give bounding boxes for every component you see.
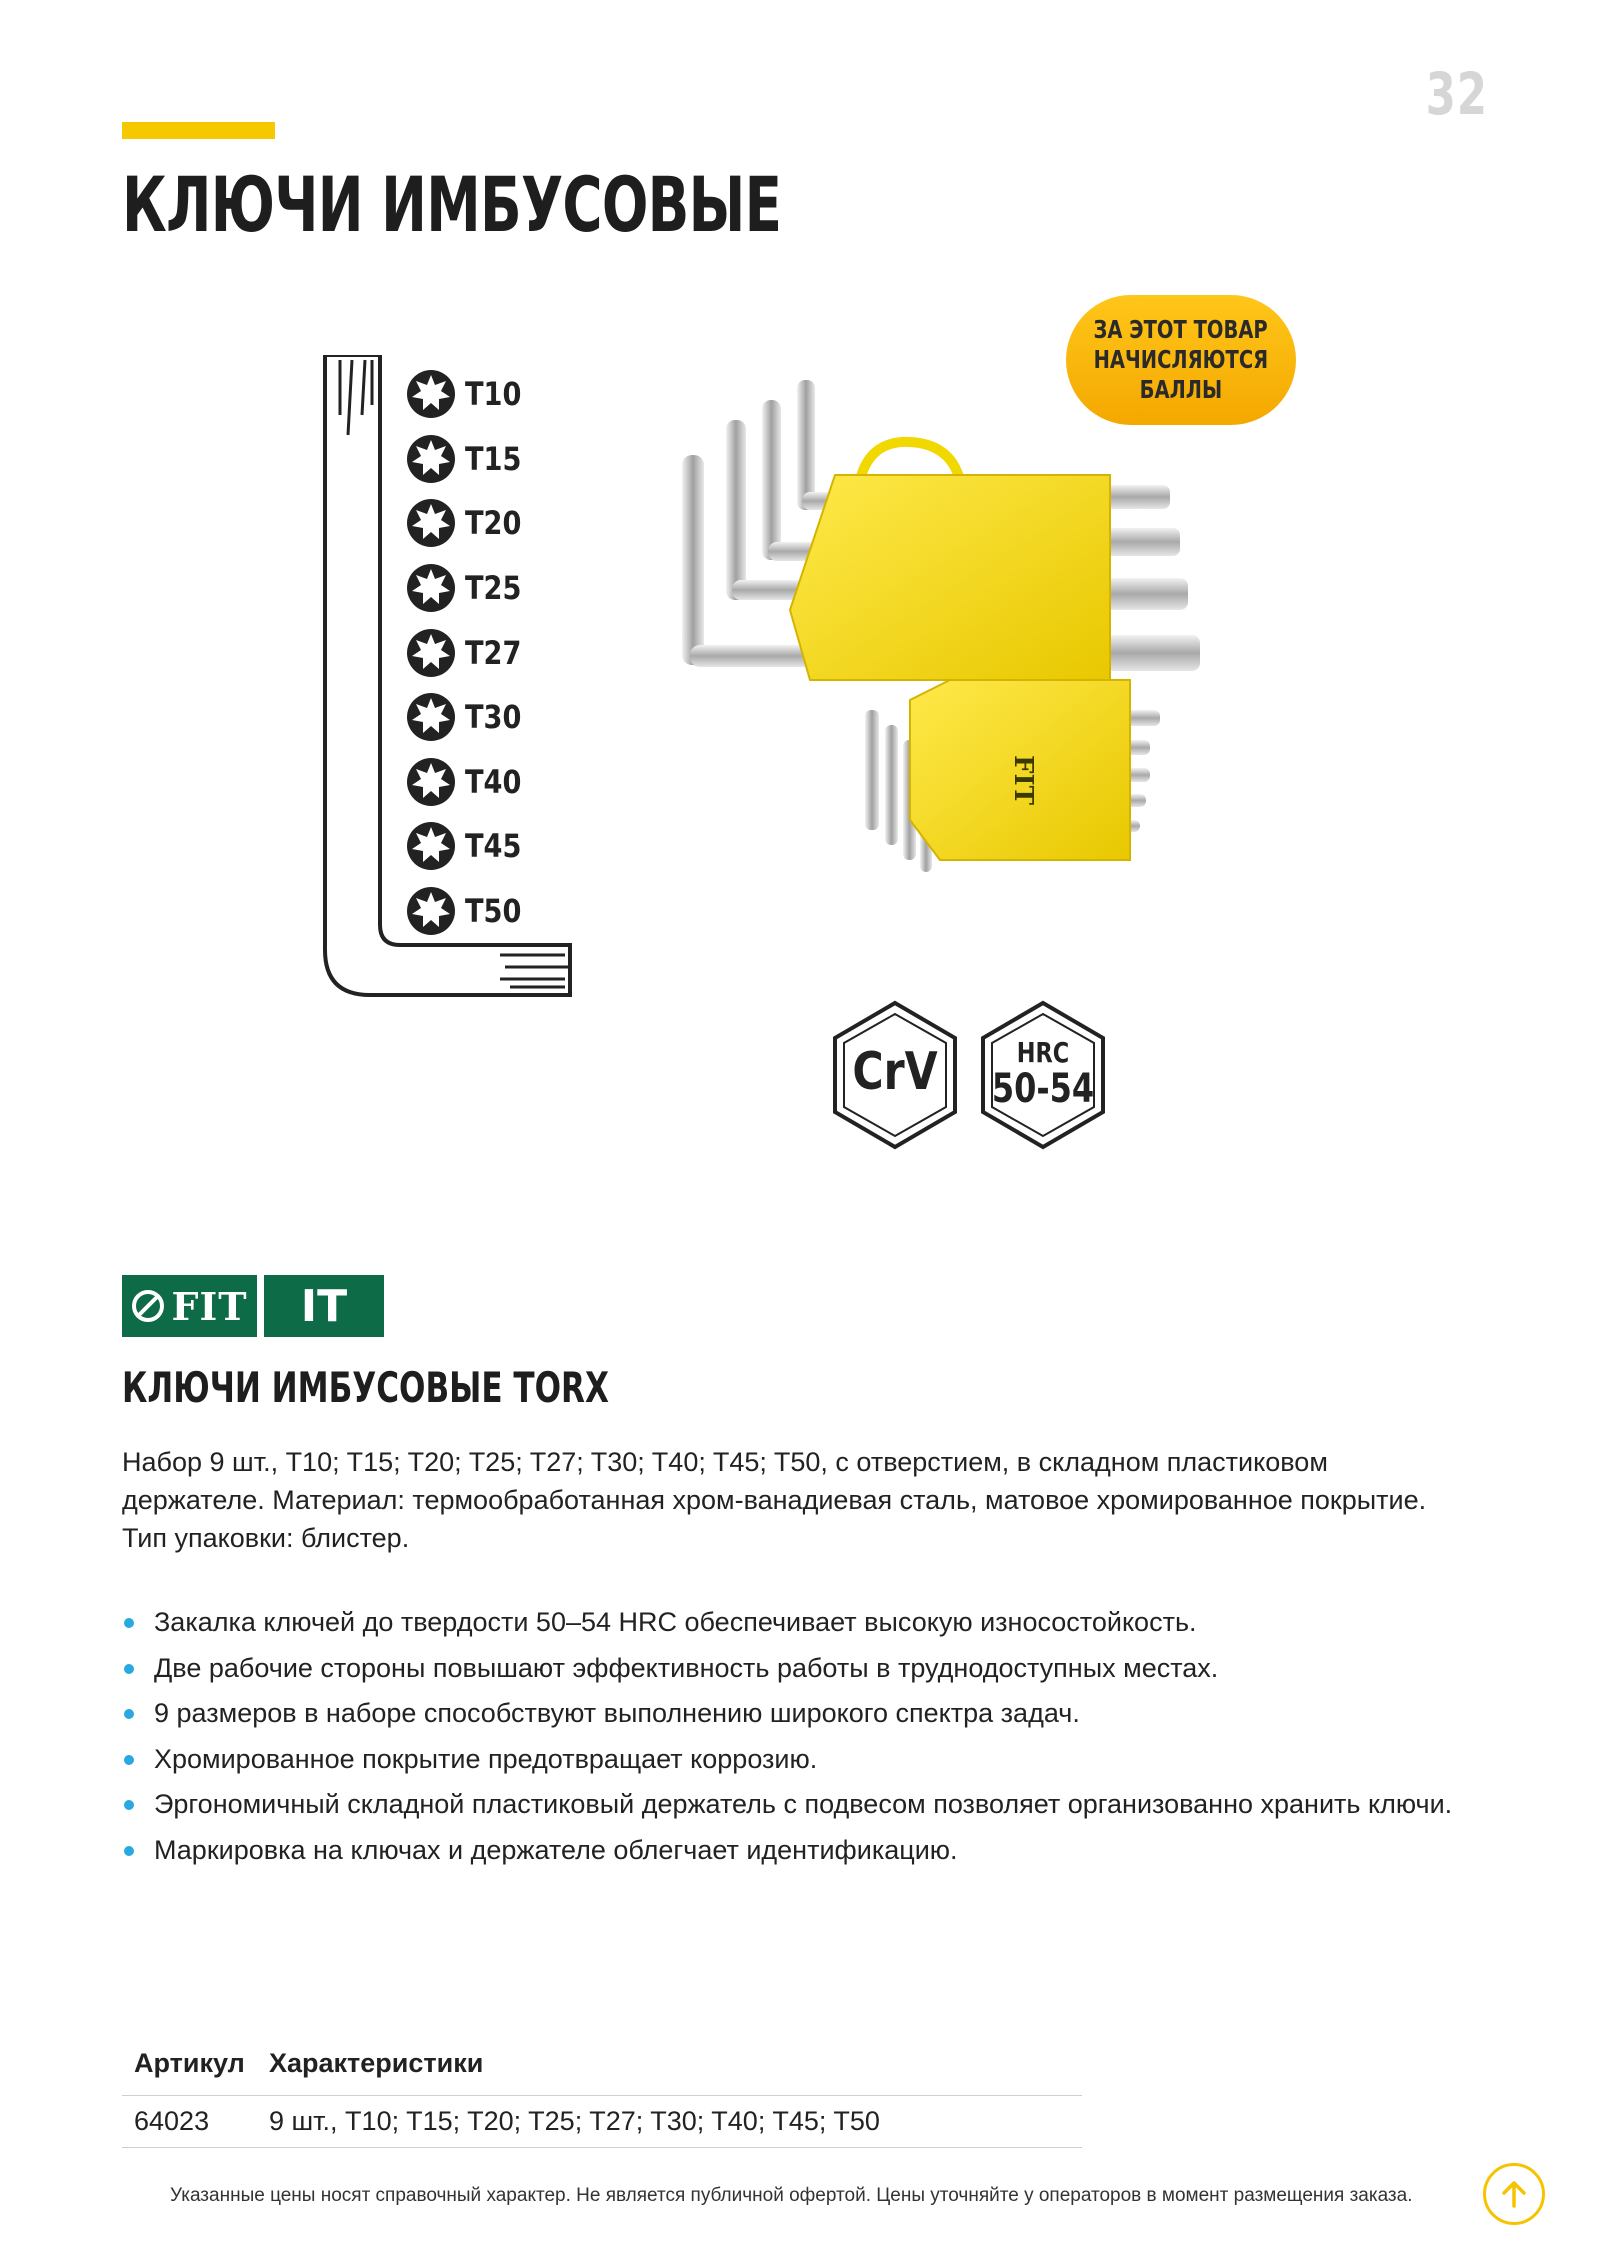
feature-text: Две рабочие стороны повышают эффективность работы в труднодоступных местах. [154, 1652, 1219, 1683]
feature-list [122, 1600, 1452, 1873]
table-cell-article: 64023 [122, 2095, 257, 2147]
page-number: 32 [1425, 60, 1488, 128]
hardness-value: 50-54 [991, 1066, 1095, 1112]
material-label: CrV [852, 1042, 938, 1102]
feature-item [122, 1646, 1452, 1692]
product-description: Набор 9 шт., T10; T15; T20; T25; T27; T30; T40; T45; T50, с отверстием, в складном пластиковом держателе. Материал: термообработанная хром-ванадиевая сталь, матовое хромированное покрытие. Тип упаковки: блистер. [122, 1447, 1427, 1553]
feature-item [122, 1691, 1452, 1737]
bullet-icon [124, 1800, 134, 1810]
table-header-specs: Характеристики [257, 2045, 1082, 2095]
torx-size-label: T10 [465, 375, 522, 414]
torx-star-icon [405, 368, 457, 420]
footer-disclaimer: Указанные цены носят справочный характер. Не является публичной офертой. Цены уточняйте у операторов в момент размещения заказа. [170, 2185, 1413, 2206]
bullet-icon [124, 1618, 134, 1628]
points-badge-line: БАЛЛЫ [1139, 375, 1223, 404]
feature-text: Закалка ключей до твердости 50–54 HRC обеспечивает высокую износостойкость. [154, 1607, 1197, 1637]
bullet-icon [124, 1846, 134, 1856]
bullet-icon [124, 1755, 134, 1765]
brand-emblem-icon [131, 1289, 165, 1323]
brand-logo [122, 1275, 384, 1337]
feature-text: Маркировка на ключах и держателе облегчает идентификацию. [154, 1834, 958, 1865]
torx-star-icon [405, 433, 457, 485]
torx-size-item [405, 427, 531, 492]
torx-star-icon [405, 885, 457, 937]
feature-item [122, 1828, 1452, 1874]
table-header-article: Артикул [122, 2045, 257, 2095]
points-badge-line: НАЧИСЛЯЮТСЯ [1093, 345, 1269, 374]
torx-size-item [405, 814, 531, 879]
photo-logo-text: FIT [1008, 755, 1038, 805]
torx-size-list [405, 362, 531, 943]
torx-star-icon [405, 820, 457, 872]
torx-size-label: T30 [465, 698, 522, 737]
product-photo [660, 380, 1300, 920]
accent-bar [122, 122, 275, 139]
torx-star-icon [405, 562, 457, 614]
torx-size-item [405, 362, 531, 427]
table-row [122, 2095, 1082, 2147]
material-badge [830, 1000, 960, 1150]
points-badge-line: ЗА ЭТОТ ТОВАР [1093, 315, 1269, 344]
torx-size-label: T45 [465, 827, 522, 866]
brand-line-label: IT [264, 1275, 384, 1337]
brand-fit-text: FIT [171, 1283, 248, 1329]
spec-table [122, 2045, 1082, 2148]
feature-text: Хромированное покрытие предотвращает коррозию. [154, 1743, 818, 1774]
torx-size-label: T40 [465, 762, 522, 801]
torx-size-label: T50 [465, 892, 522, 931]
torx-star-icon [405, 497, 457, 549]
torx-size-label: T27 [465, 633, 522, 672]
torx-size-item [405, 556, 531, 621]
torx-size-item [405, 879, 531, 944]
feature-item [122, 1600, 1452, 1646]
torx-size-label: T20 [465, 504, 522, 543]
torx-size-item [405, 750, 531, 815]
torx-size-item [405, 620, 531, 685]
feature-text: Эргономичный складной пластиковый держатель с подвесом позволяет организованно хранить ключи. [154, 1789, 1453, 1819]
torx-size-label: T25 [465, 569, 522, 608]
feature-text: 9 размеров в наборе способствуют выполнению широкого спектра задач. [154, 1698, 1080, 1728]
hardness-label: HRC [1016, 1036, 1070, 1069]
torx-size-item [405, 491, 531, 556]
brand-fit-block [122, 1275, 257, 1337]
table-header-row [122, 2045, 1082, 2095]
spec-badges [830, 1000, 1120, 1150]
product-title: КЛЮЧИ ИМБУСОВЫЕ TORX [122, 1363, 609, 1412]
bullet-icon [124, 1709, 134, 1719]
torx-star-icon [405, 627, 457, 679]
bullet-icon [124, 1664, 134, 1674]
feature-item [122, 1737, 1452, 1783]
hardness-badge [978, 1000, 1108, 1150]
page-title: КЛЮЧИ ИМБУСОВЫЕ [122, 160, 782, 249]
torx-size-label: T15 [465, 439, 522, 478]
arrow-up-icon [1498, 2178, 1530, 2210]
torx-star-icon [405, 756, 457, 808]
torx-star-icon [405, 691, 457, 743]
scroll-to-top-button[interactable] [1483, 2163, 1545, 2225]
torx-size-item [405, 685, 531, 750]
table-cell-specs: 9 шт., T10; T15; T20; T25; T27; T30; T40; T45; T50 [257, 2095, 1082, 2147]
feature-item [122, 1782, 1452, 1828]
